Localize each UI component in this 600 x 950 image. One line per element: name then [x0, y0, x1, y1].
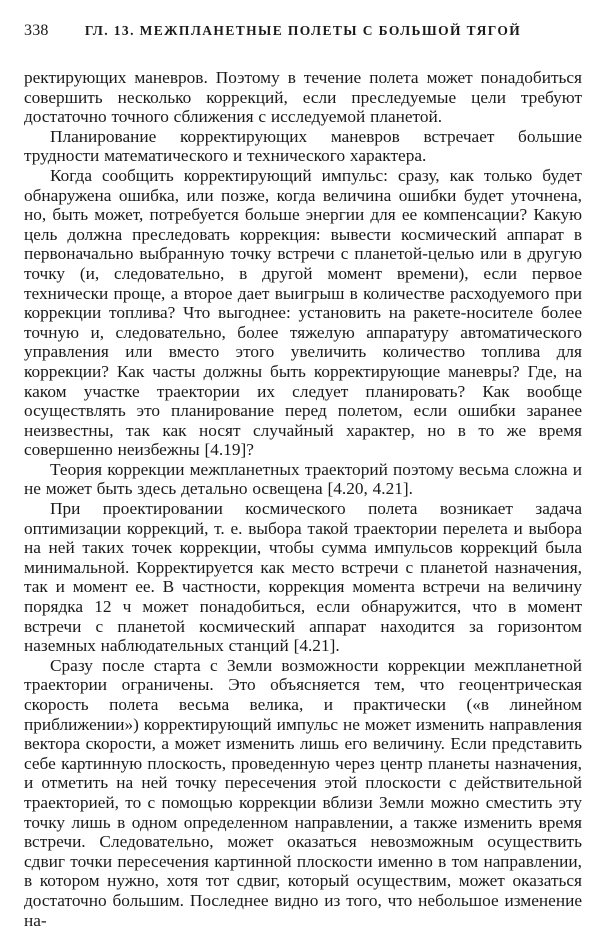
- chapter-title: ГЛ. 13. МЕЖПЛАНЕТНЫЕ ПОЛЕТЫ С БОЛЬШОЙ ТЯГОЙ: [84, 23, 522, 38]
- page-number: 338: [24, 22, 49, 39]
- body-text: [24, 68, 582, 930]
- paragraph-3: Когда сообщить корректирующий импульс: сразу, как только будет обнаружена ошибка, или позже, когда величина ошибки будет уточнена, но, быть может, потребуется больше энергии для ее компенсации? Какую цель должна преследовать коррекция: вывести космический аппарат в первоначально выбранную точку встречи с планетой-целью или в другую точку (и, следовательно, в другой момент времени), если первое технически проще, а второе дает выигрыш в количестве расходуемого при коррекции топлива? Что выгоднее: установить на ракете-носителе более точную и, следовательно, более тяжелую аппаратуру автоматического управления или вместо этого увеличить количество топлива для коррекции? Как часты должны быть корректирующие маневры? Где, на каком участке траектории их следует планировать? Как вообще осуществлять это планирование перед полетом, если ошибки заранее неизвестны, так как носят случайный характер, но в то же время совершенно неизбежны [4.19]?: [24, 165, 582, 460]
- running-head: [24, 22, 582, 48]
- paragraph-1: ректирующих маневров. Поэтому в течение полета может понадобиться совершить несколько коррекций, если преследуемые цели требуют достаточно точного сближения с исследуемой планетой.: [24, 68, 582, 127]
- paragraph-6: Сразу после старта с Земли возможности коррекции межпланетной траектории ограничены. Это объясняется тем, что геоцентрическая скорость полета весьма велика, и практически («в линейном приближении») корректирующий импульс не может изменить направления вектора скорости, а может изменить лишь его величину. Если представить себе картинную плоскость, проведенную через центр планеты назначения, и отметить на ней точку пересечения этой плоскости с действительной траекторией, то с помощью коррекции вблизи Земли можно сместить эту точку лишь в одном определенном направлении, а также изменить время встречи. Следовательно, может оказаться невозможным осуществить сдвиг точки пересечения картинной плоскости именно в том направлении, в котором нужно, хотя тот сдвиг, который осуществим, может оказаться достаточно большим. Последнее видно из того, что небольшое изменение на-: [24, 655, 582, 930]
- paragraph-4: Теория коррекции межпланетных траекторий поэтому весьма сложна и не может быть здесь детально освещена [4.20, 4.21].: [24, 459, 582, 499]
- paragraph-5: При проектировании космического полета возникает задача оптимизации коррекций, т. е. выбора такой траектории перелета и выбора на ней таких точек коррекции, чтобы сумма импульсов коррекций была минимальной. Корректируется как место встречи с планетой назначения, так и момент ее. В частности, коррекция момента встречи на величину порядка 12 ч может понадобиться, если обнаружится, что в момент встречи с планетой космический аппарат находится за горизонтом наземных наблюдательных станций [4.21].: [24, 499, 582, 656]
- paragraph-2: Планирование корректирующих маневров встречает большие трудности математического и технического характера.: [24, 126, 582, 166]
